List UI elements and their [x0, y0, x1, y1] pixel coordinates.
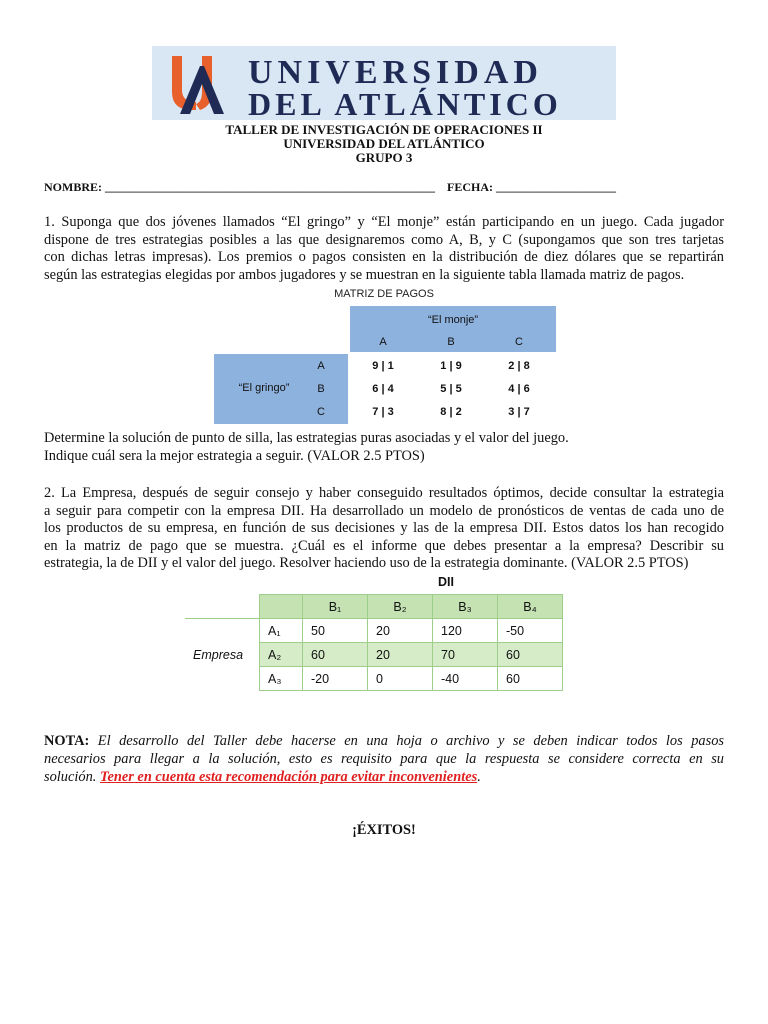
fecha-label: FECHA: [447, 180, 493, 194]
logo-text-del-atlantico: DEL ATLÁNTICO [248, 86, 562, 122]
payoff-cell: 70 [433, 643, 498, 667]
university-logo [152, 46, 616, 120]
payoff-cell: 1 | 9 [440, 360, 462, 372]
payoff-cell: 60 [498, 667, 563, 691]
q2-line: a seguir para competir con la empresa DII. Ha desarrollado un modelo de pronósticos de ventas de cada uno de [44, 502, 724, 519]
col-label-a: A [379, 336, 387, 348]
col-player-dii: DII [438, 575, 454, 589]
university-emblem-icon [166, 52, 236, 116]
payoff-table-2 [185, 594, 563, 691]
payoff-cell: 9 | 1 [372, 360, 394, 372]
group-label: GRUPO 3 [355, 150, 413, 165]
row-player-gringo: “El gringo” [238, 382, 290, 394]
payoff-cell: 4 | 6 [508, 383, 530, 395]
note-text: solución. [44, 769, 97, 785]
payoff-cell: 6 | 4 [372, 383, 394, 395]
row-label-a2: A₂ [260, 643, 303, 667]
note-text: El desarrollo del Taller debe hacerse en una hoja o archivo y se deben indicar todos los pasos [97, 733, 724, 749]
question-1 [44, 214, 724, 284]
closing-greeting: ¡ÉXITOS! [352, 822, 416, 838]
q1-instruction-line: Determine la solución de punto de silla, las estrategias puras asociadas y el valor del juego. [44, 430, 569, 446]
table-header-row [185, 595, 563, 619]
payoff-cell: 50 [303, 619, 368, 643]
payoff-cell: 120 [433, 619, 498, 643]
payoff-cell: 7 | 3 [372, 406, 394, 418]
q1-line: según las estrategias elegidas por ambos jugadores y se muestran en la siguiente tabla llamada matriz de pagos. [44, 266, 685, 283]
q2-line: los productos de su empresa, en función de sus decisiones y las de la empresa DII. Estos datos los han recogido [44, 520, 724, 537]
table-row [185, 619, 563, 643]
nombre-label: NOMBRE: [44, 180, 102, 194]
q1-line: con dichas letras impresas). Los premios o pagos consisten en la distribución de diez dólares que se repartirán [44, 249, 724, 266]
note-line: necesarios para llegar a la solución, esto es requisito para que la respuesta se considere correcta en su [44, 751, 724, 767]
q2-line: en la matriz de pago que se muestra. ¿Cuál es el informe que debes presentar a la empresa? Describir su [44, 537, 724, 554]
row-label-a: A [317, 360, 325, 372]
university-name: UNIVERSIDAD DEL ATLÁNTICO [283, 136, 485, 151]
logo-text-universidad: UNIVERSIDAD [248, 54, 543, 91]
q2-line: estrategia, la de DII y el valor del juego. Resolver haciendo uso de la estrategia dominante. (VALOR 2.5 PTOS) [44, 555, 689, 572]
fecha-field[interactable]: ____________________ [496, 180, 616, 194]
row-label-c: C [317, 406, 325, 418]
payoff-cell: 60 [498, 643, 563, 667]
col-label-b4: B₄ [498, 595, 563, 619]
col-label-b: B [447, 336, 455, 348]
payoff-cell: -40 [433, 667, 498, 691]
payoff-matrix-title: MATRIZ DE PAGOS [334, 288, 434, 300]
q1-line: 1. Suponga que dos jóvenes llamados “El gringo” y “El monje” están participando en un juego. Cada jugador [44, 214, 724, 230]
q2-line: 2. La Empresa, después de seguir consejo y haber conseguido resultados óptimos, decide consultar la estrategia [44, 485, 724, 501]
empty-corner [185, 595, 260, 619]
empty-corner [260, 595, 303, 619]
payoff-cell: 20 [368, 619, 433, 643]
payoff-cell: 5 | 5 [440, 383, 462, 395]
q1-line: dispone de tres estrategias posibles a las que designaremos como A, B, y C (supongamos que son tres tarjetas [44, 231, 724, 248]
row-label-a3: A₃ [260, 667, 303, 691]
row-label-b: B [317, 383, 325, 395]
payoff-cell: -50 [498, 619, 563, 643]
payoff-cell: 60 [303, 643, 368, 667]
document-title: TALLER DE INVESTIGACIÓN DE OPERACIONES II [225, 122, 543, 137]
payoff-cell: 3 | 7 [508, 406, 530, 418]
payoff-cell: 2 | 8 [508, 360, 530, 372]
question-2 [44, 485, 724, 573]
payoff-cell: 8 | 2 [440, 406, 462, 418]
row-player-empresa: Empresa [193, 647, 244, 662]
payoff-cell: 20 [368, 643, 433, 667]
name-date-line [44, 180, 616, 195]
row-label-a1: A₁ [260, 619, 303, 643]
col-label-b1: B₁ [303, 595, 368, 619]
note-label: NOTA: [44, 733, 90, 749]
col-label-b2: B₂ [368, 595, 433, 619]
q1-instruction-line: Indique cuál sera la mejor estrategia a seguir. (VALOR 2.5 PTOS) [44, 447, 425, 464]
col-label-c: C [515, 336, 523, 348]
payoff-cell: 0 [368, 667, 433, 691]
note-block [44, 732, 724, 786]
payoff-cell: -20 [303, 667, 368, 691]
note-line [44, 768, 724, 786]
note-warning: Tener en cuenta esta recomendación para evitar inconvenientes [99, 769, 478, 785]
col-label-b3: B₃ [433, 595, 498, 619]
question-1-instructions [44, 430, 724, 465]
col-player-monje: “El monje” [427, 314, 479, 326]
nombre-field[interactable]: _______________________________________________________ [105, 180, 435, 194]
note-line [44, 732, 724, 750]
note-text: . [477, 769, 481, 785]
